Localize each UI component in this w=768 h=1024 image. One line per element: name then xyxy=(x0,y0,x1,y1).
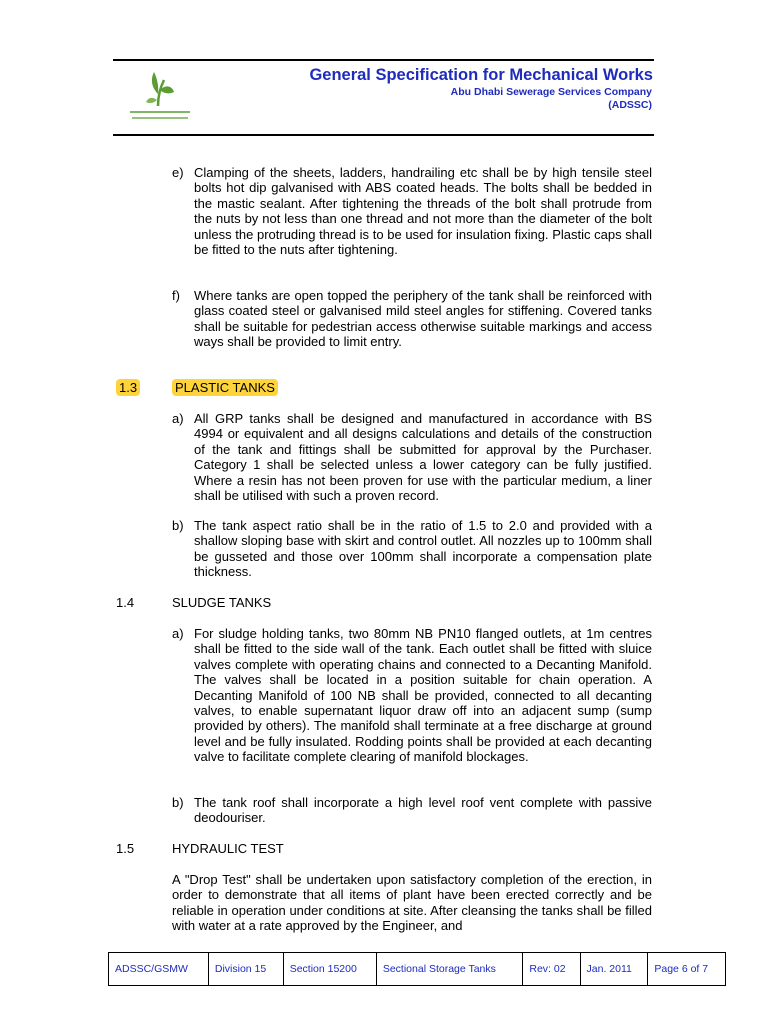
item-label: f) xyxy=(172,288,180,303)
body-paragraph: A "Drop Test" shall be undertaken upon satisfactory completion of the erection, in order to demonstrate that all items of plant have been erected correctly and be reliable in operation under conditions at site. After cleansing the tanks shall be filled with water at a rate approved by the Engineer, and xyxy=(172,872,652,934)
header-top-rule xyxy=(113,59,654,61)
list-item xyxy=(172,411,652,503)
header-bottom-rule xyxy=(113,134,654,136)
footer-page-number: Page 6 of 7 xyxy=(648,953,726,986)
item-text: Where tanks are open topped the periphery of the tank shall be reinforced with glass coated steel or galvanised mild steel angles for stiffening. Covered tanks shall be suitable for pedestrian access otherwise suitable markings and access ways shall be provided to limit entry. xyxy=(194,288,652,350)
list-item xyxy=(172,626,652,765)
footer-doc-code: ADSSC/GSMW xyxy=(109,953,209,986)
adssc-logo xyxy=(124,66,196,126)
section-number: 1.5 xyxy=(116,841,135,856)
item-text: The tank aspect ratio shall be in the ratio of 1.5 to 2.0 and provided with a shallow sloping base with skirt and control outlet. All nozzles up to 100mm shall be gusseted and those over 100mm shall incorporate a compensation plate thickness. xyxy=(194,518,652,580)
list-item xyxy=(172,288,652,350)
section-title: SLUDGE TANKS xyxy=(172,595,272,610)
footer-table xyxy=(108,952,726,986)
item-text: For sludge holding tanks, two 80mm NB PN10 flanged outlets, at 1m centres shall be fitted to the side wall of the tank. Each outlet shall be fitted with sluice valves complete with operating chains and connected to a Decanting Manifold. The valves shall be located in a position suitable for chain operation. A Decanting Manifold of 100 NB shall be provided, connected to all decanting valves, to enable supernatant liquor draw off into an adjacent sump (sump provided by others). The manifold shall terminate at a free discharge at ground level and be fully insulated. Rodding points shall be provided at each decanting valve to facilitate complete clearing of manifold blockages. xyxy=(194,626,652,765)
section-number: 1.3 xyxy=(116,380,140,396)
footer-topic: Sectional Storage Tanks xyxy=(376,953,523,986)
item-label: a) xyxy=(172,626,184,641)
item-text: All GRP tanks shall be designed and manufactured in accordance with BS 4994 or equivalent and all designs calculations and details of the construction of the tank and fittings shall be submitted for approval by the Purchaser. Category 1 shall be selected unless a lower category can be fully justified. Where a resin has not been proven for use with the particular medium, a liner shall be utilised with such a proven record. xyxy=(194,411,652,504)
document-title: General Specification for Mechanical Works xyxy=(309,66,653,84)
footer-revision: Rev: 02 xyxy=(523,953,580,986)
item-text: The tank roof shall incorporate a high level roof vent complete with passive deodouriser. xyxy=(194,795,652,826)
section-number: 1.4 xyxy=(116,595,135,610)
section-title: HYDRAULIC TEST xyxy=(172,841,284,856)
item-label: b) xyxy=(172,795,184,810)
section-title: PLASTIC TANKS xyxy=(172,380,278,396)
list-item xyxy=(172,165,652,257)
footer-date: Jan. 2011 xyxy=(580,953,648,986)
company-name: Abu Dhabi Sewerage Services Company xyxy=(450,86,652,98)
company-abbr: (ADSSC) xyxy=(608,99,652,111)
footer-section: Section 15200 xyxy=(283,953,376,986)
list-item xyxy=(172,518,652,580)
item-label: b) xyxy=(172,518,184,533)
item-text: Clamping of the sheets, ladders, handrailing etc shall be by high tensile steel bolts hot dip galvanised with ABS coated heads. The bolts shall be bedded in the mastic sealant. After tightening the threads of the bolt shall protrude from the nuts by not less than one thread and not more than the diameter of the bolt unless the protruding thread is to be used for insulation fixing. Plastic caps shall be fitted to the nuts after tightening. xyxy=(194,165,652,258)
footer-division: Division 15 xyxy=(208,953,283,986)
item-label: a) xyxy=(172,411,184,426)
item-label: e) xyxy=(172,165,184,180)
list-item xyxy=(172,795,652,826)
